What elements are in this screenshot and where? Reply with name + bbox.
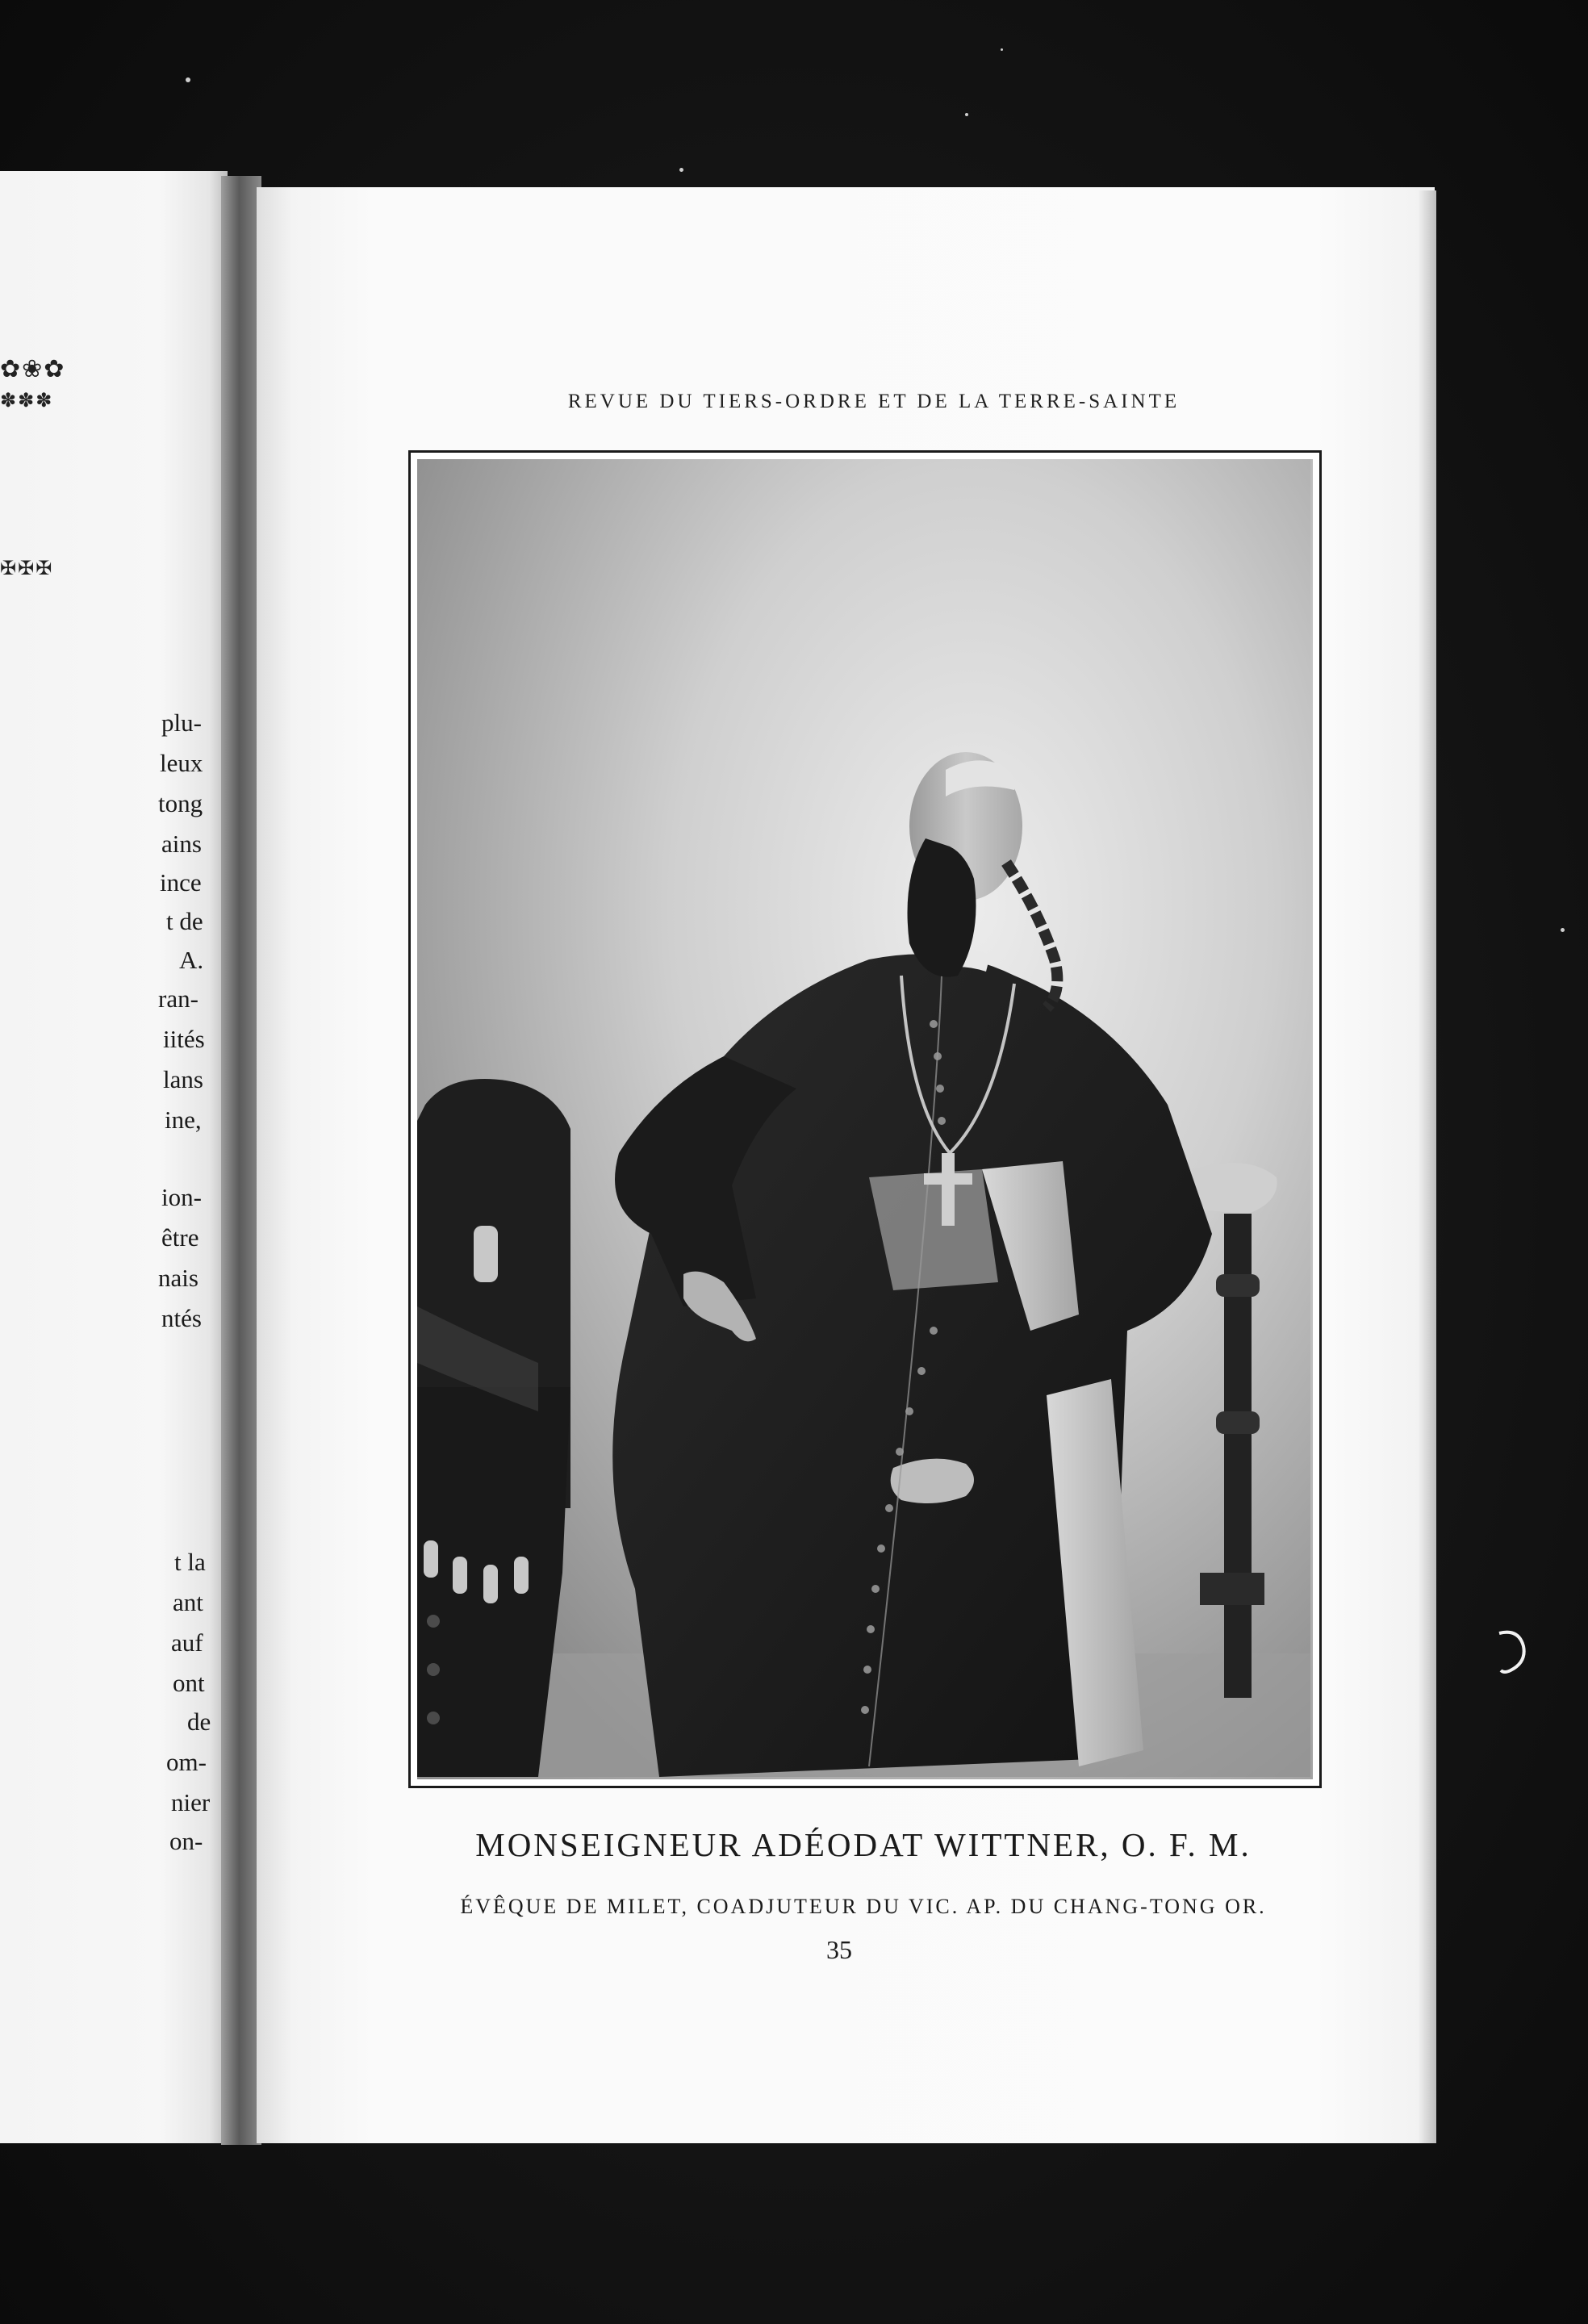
- left-text-line: ine,: [165, 1106, 202, 1134]
- portrait-photograph: [417, 459, 1313, 1779]
- draped-table: [417, 1079, 570, 1777]
- left-text-line: ains: [161, 830, 202, 858]
- dust-speck: [1561, 928, 1565, 932]
- left-text-line: on-: [169, 1827, 203, 1855]
- page-number: 35: [826, 1935, 852, 1964]
- left-text-line: ince: [160, 868, 202, 897]
- portrait-frame: [408, 450, 1322, 1788]
- left-text-line: leux: [160, 749, 203, 777]
- left-text-line: iités: [163, 1025, 205, 1053]
- header-ornament: ✿❀✿: [0, 355, 66, 383]
- left-page: [0, 171, 228, 2143]
- left-text-line: être: [161, 1223, 199, 1252]
- left-text-line: auf: [171, 1628, 203, 1657]
- left-text-line: nais: [158, 1264, 198, 1292]
- left-text-line: tong: [158, 789, 203, 817]
- left-text-line: t de: [166, 907, 203, 935]
- portrait-caption-subtitle: ÉVÊQUE DE MILET, COADJUTEUR DU VIC. AP. DU CHANG-TONG OR.: [460, 1895, 1267, 1918]
- portrait-caption-title: MONSEIGNEUR ADÉODAT WITTNER, O. F. M.: [475, 1826, 1252, 1863]
- book-gutter: [221, 176, 261, 2145]
- left-text-line: om-: [166, 1748, 207, 1776]
- page-edge: [1419, 190, 1436, 2143]
- dust-speck: [1001, 48, 1003, 51]
- left-text-line: plu-: [161, 708, 202, 737]
- section-ornament: ✠✠✠: [0, 557, 54, 579]
- left-page-text: [0, 171, 228, 2143]
- left-text-line: ant: [173, 1588, 203, 1616]
- dust-speck: [965, 113, 968, 116]
- portrait-drawing: [417, 459, 1310, 1777]
- left-text-line: t la: [174, 1548, 206, 1576]
- left-text-line: ran-: [158, 984, 198, 1013]
- left-text-line: nier: [171, 1788, 211, 1816]
- left-text-line: ont: [173, 1669, 205, 1697]
- dust-speck: [186, 77, 190, 82]
- dust-speck: [679, 168, 683, 172]
- left-text-line: A.: [179, 946, 204, 974]
- left-text-line: ion-: [161, 1183, 202, 1211]
- left-text-line: lans: [163, 1065, 203, 1093]
- left-text-line: de: [187, 1707, 211, 1736]
- left-text-line: ntés: [161, 1304, 202, 1332]
- running-head: REVUE DU TIERS-ORDRE ET DE LA TERRE-SAINTE: [567, 391, 1181, 412]
- cursor-arrow-icon: [1494, 1625, 1532, 1680]
- header-ornament-band: ✽✽✽: [0, 389, 54, 412]
